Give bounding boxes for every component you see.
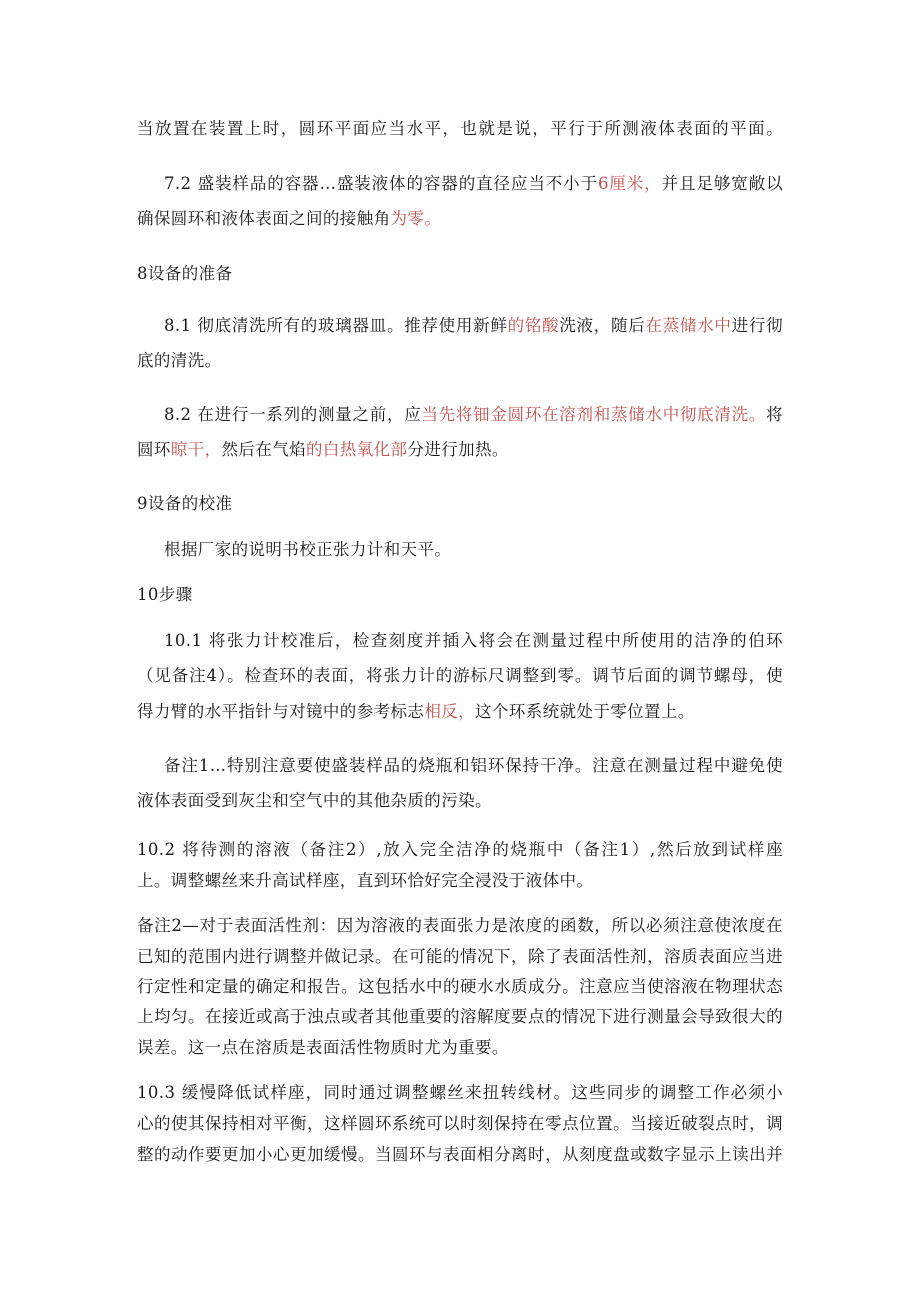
- section-10-3-line-2: 心的使其保持相对平衡，这样圆环系统可以时刻保持在零点位置。当接近破裂点时，调: [137, 1114, 783, 1133]
- heading-10: 10步骤: [137, 585, 193, 604]
- section-8-1-line-1: 8.1 彻底清洗所有的玻璃器皿。推荐使用新鲜的铭酸洗液，随后在蒸储水中进行彻: [164, 316, 784, 335]
- note-2-line-1: 备注2—对于表面活性剂：因为溶液的表面张力是浓度的函数，所以必须注意使浓度在: [137, 916, 783, 935]
- section-10-3-line-1: 10.3 缓慢降低试样座，同时通过调整螺丝来扭转线材。这些同步的调整工作必须小: [137, 1083, 783, 1102]
- section-8-2-line-2: 圆环晾干，然后在气焰的白热氧化部分进行加热。: [137, 440, 509, 459]
- section-7-2-line-2: 确保圆环和液体表面之间的接触角为零。: [137, 209, 442, 228]
- heading-8: 8设备的准备: [137, 264, 233, 283]
- section-10-1-line-1: 10.1 将张力计校准后，检查刻度并插入将会在测量过程中所使用的洁净的伯环: [164, 631, 783, 650]
- note-2-line-3: 行定性和定量的确定和报告。这包括水中的硬水水质成分。注意应当使溶液在物理状态: [137, 977, 783, 996]
- note-2-line-5: 误差。这一点在溶质是表面活性物质时尤为重要。: [137, 1038, 509, 1057]
- section-10-2-line-1: 10.2 将待测的溶液（备注2）,放入完全洁净的烧瓶中（备注1）,然后放到试样座: [137, 840, 783, 859]
- note-2-line-4: 上均匀。在接近或高于浊点或者其他重要的溶解度要点的情况下进行测量会导致很大的: [137, 1007, 783, 1026]
- intro-line-1: 当放置在装置上时，圆环平面应当水平，也就是说，平行于所测液体表面的平面。: [137, 119, 783, 138]
- section-9-text: 根据厂家的说明书校正张力计和天平。: [164, 540, 452, 559]
- section-10-1-line-3: 得力臂的水平指针与对镜中的参考标志相反，这个环系统就处于零位置上。: [137, 702, 695, 721]
- section-7-2-line-1: 7.2 盛装样品的容器…盛装液体的容器的直径应当不小于6厘米，并且足够宽敞以: [164, 174, 783, 193]
- heading-9: 9设备的校准: [137, 494, 233, 513]
- section-10-2-line-2: 上。调整螺丝来升高试样座，直到环恰好完全浸没于液体中。: [137, 871, 594, 890]
- section-10-1-line-2: （见备注4）。检查环的表面，将张力计的游标尺调整到零。调节后面的调节螺母，使: [137, 666, 783, 685]
- note-2-line-2: 已知的范围内进行调整并做记录。在可能的情况下，除了表面活性剂，溶质表面应当进: [137, 947, 783, 966]
- note-1-line-2: 液体表面受到灰尘和空气中的其他杂质的污染。: [137, 791, 492, 810]
- note-1-line-1: 备注1…特别注意要使盛装样品的烧瓶和铝环保持干净。注意在测量过程中避免使: [164, 756, 783, 775]
- section-8-2-line-1: 8.2 在进行一系列的测量之前，应当先将钿金圆环在溶剂和蒸储水中彻底清洗。将: [164, 405, 783, 424]
- section-8-1-line-2: 底的清洗。: [137, 351, 222, 370]
- section-10-3-line-3: 整的动作要更加小心更加缓慢。当圆环与表面相分离时，从刻度盘或数字显示上读出并: [137, 1145, 783, 1164]
